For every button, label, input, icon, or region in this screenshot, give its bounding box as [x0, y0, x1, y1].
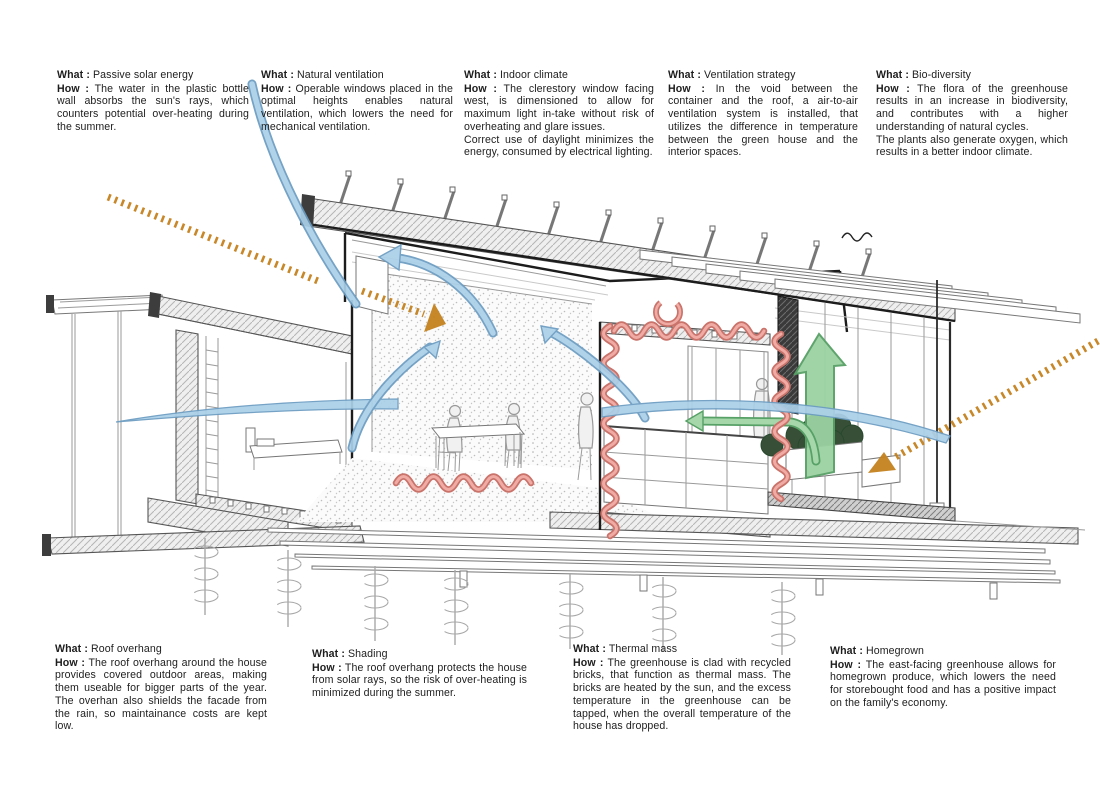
solar-ray-east	[892, 341, 1098, 459]
warm-air-to-house-arrow	[686, 411, 703, 431]
greenhouse-floor	[768, 492, 955, 521]
annotation-roof-overhang: What : Roof overhang How : The roof overhang around the house provides covered outdoor areas, making them useable for bigger parts of the year. The overhan also shields the facade from the rain, so maintainance costs are kept low.	[55, 643, 267, 733]
break-line-squiggle	[842, 233, 872, 241]
annotation-shading: What : Shading How : The roof overhang protects the house from solar rays, so the risk of over-heating is minimized during the summer.	[312, 648, 527, 700]
annotation-ventilation-strategy: What : Ventilation strategy How : In the void between the container and the roof, a air-to-air ventilation system is installed, that utilizes the difference in temperature between the green house and the interior spaces.	[668, 69, 858, 159]
kitchen-container	[600, 322, 770, 530]
seated-person	[509, 404, 520, 415]
annotation-passive-solar-energy: What : Passive solar energy How : The water in the plastic bottle wall absorbs the sun's rays, which counters potential over-heating during the summer.	[57, 69, 249, 133]
annotation-indoor-climate: What : Indoor climate How : The clerestory window facing west, is dimensioned to allow for maximum light in-take without risk of overheating and glare issues. Correct use of daylight minimizes the energy, consumed by electrical lighting.	[464, 69, 654, 159]
solar-ray-west	[108, 197, 318, 281]
annotation-thermal-mass: What : Thermal mass How : The greenhouse is clad with recycled bricks, that function as thermal mass. The bricks are heated by the sun, and the excess temperature in the greenhouse can be tapped, when the overall temperature of the house has dropped.	[573, 643, 791, 733]
person-at-counter	[757, 379, 768, 390]
cross-vent-arrow	[116, 399, 398, 422]
seated-person	[450, 406, 461, 417]
annotation-natural-ventilation: What : Natural ventilation How : Operable windows placed in the optimal heights enables natural ventilation, which lowers the need for mechanical ventilation.	[261, 69, 453, 133]
annotation-bio-diversity: What : Bio-diversity How : The flora of the greenhouse results in an increase in biodiversity, and contributes with a higher understanding of natural cycles. The plants also generate oxygen, which results in a better indoor climate.	[876, 69, 1068, 159]
annotation-homegrown: What : Homegrown How : The east-facing greenhouse allows for homegrown produce, which lowers the need for storebought food and has a positive impact on the family's economy.	[830, 645, 1056, 709]
heat-circulation-loop	[656, 300, 680, 324]
standing-person	[581, 393, 593, 405]
